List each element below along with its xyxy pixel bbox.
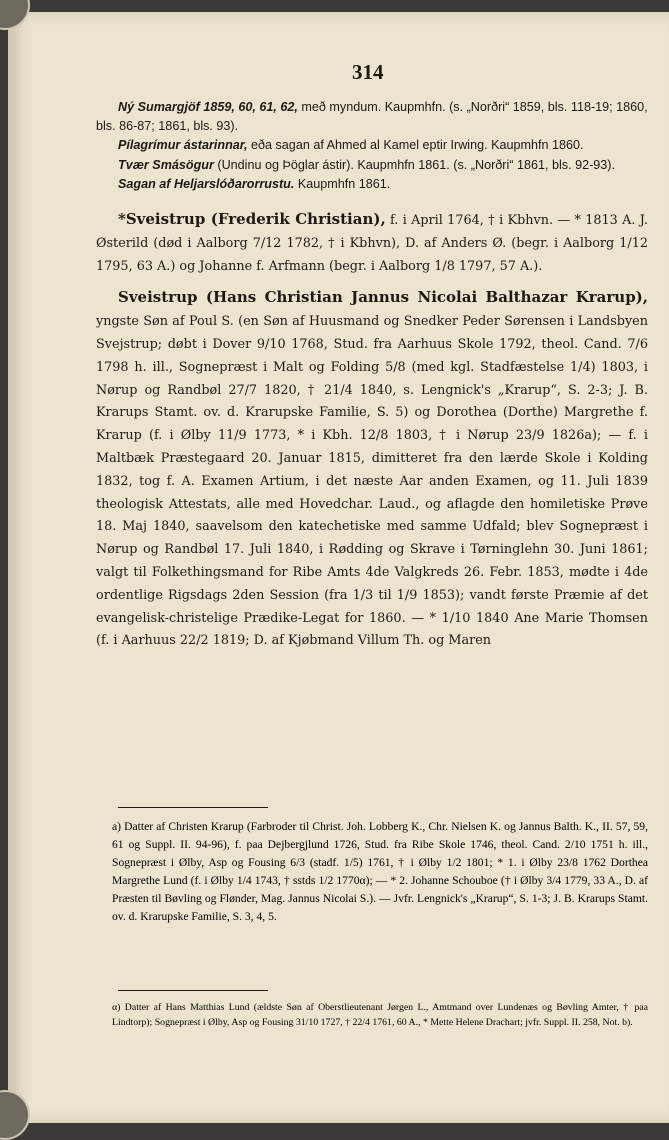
- footnote-alpha: α) Datter af Hans Matthias Lund (ældste Søn af Oberstlieutenant Jørgen L., Amtmand over Lundenæs og Bøvling Amter, † paa Lindtorp); Sognepræst i Ølby, Asp og Fousing 31/10 1727, † 22/4 1761, 60 A., * Mette Helene Drachart; jvfr. Suppl. II. 258, Not. b).: [112, 1002, 648, 1029]
- bib-item-4: Sagan af Heljarslóðarorrustu. Kaupmhfn 1861.: [118, 176, 391, 191]
- footnote-a: a) Datter af Christen Krarup (Farbroder til Christ. Joh. Lobberg K., Chr. Nielsen K. og Jannus Balth. K., II. 57, 59, 61 og Suppl. II. 94-96), f. paa Dejbergjlund 1726, Stud. fra Ribe Skole 1746, theol. Cand. 2/10 1751 h. ill., Sognepræst i Ølby, Asp og Fousing 6/3 (stadf. 1/5) 1761, † i Ølby 1/2 1801; * 1. i Ølby 23/8 1762 Dorthea Margrethe Lund (f. i Ølby 1/4 1743, † sstds 1/2 1770α); — * 2. Johanne Schouboe († i Ølby 3/4 1779, 33 A., D. af Præsten til Bøvling og Flønder, Mag. Jannus Nicolai S.). — Jvfr. Lengnick's „Krarup“, S. 1-3; J. B. Krarups Stamt. ov. d. Krarupske Familie, S. 3, 4, 5.: [112, 820, 648, 923]
- bib-item-1: Ný Sumargjöf 1859, 60, 61, 62, með myndum. Kaupmhfn. (s. „Norðri“ 1859, bls. 118-19; 1860, bls. 86-87; 1861, bls. 93).: [96, 100, 648, 134]
- page-content: [96, 48, 648, 653]
- entry-frederik-christian: *Sveistrup (Frederik Christian), f. i April 1764, † i Kbhvn. — * 1813 A. J. Østerild (død i Aalborg 7/12 1782, † i Kbhvn), D. af Anders Ø. (begr. i Aalborg 1/12 1795, 63 A.) og Johanne f. Arfmann (begr. i Aalborg 1/8 1797, 57 A.).: [96, 210, 648, 274]
- footnote-divider-2: [118, 990, 268, 991]
- bibliography-list: [96, 98, 648, 194]
- bib-item-3: Tvær Smásögur (Undinu og Þöglar ástir). Kaupmhfn 1861. (s. „Norðri“ 1861, bls. 92-93).: [118, 157, 615, 172]
- footnote-divider: [118, 807, 268, 808]
- bib-item-2: Pílagrímur ástarinnar, eða sagan af Ahmed al Kamel eptir Irwing. Kaupmhfn 1860.: [118, 138, 584, 153]
- entry-hans-christian: Sveistrup (Hans Christian Jannus Nicolai Balthazar Krarup), yngste Søn af Poul S. (en Søn af Huusmand og Snedker Peder Sørensen i Landsbyen Svejstrup; døbt i Dover 9/10 1768, Stud. fra Aarhuus Skole 1792, theol. Cand. 7/6 1798 h. ill., Sognepræst i Malt og Folding 5/8 (med kgl. Stadfæstelse 1/4) 1803, i Nørup og Randbøl 27/7 1820, † 21/4 1840, s. Lengnick's „Krarup“, S. 2-3; J. B. Krarups Stamt. ov. d. Krarupske Familie, S. 5) og Dorothea (Dorthe) Margrethe f. Krarup (f. i Ølby 11/9 1773, * i Kbh. 12/8 1803, † i Nørup 23/9 1826a); — f. i Maltbæk Præstegaard 20. Januar 1815, dimitteret fra den lærde Skole i Kolding 1832, tog f. A. Examen Artium, i det næste Aar anden Examen, og 11. Juli 1839 theologisk Attestats, alle med Hovedchar. Laud., og aflagde den homiletiske Prøve 18. Maj 1840, saavelsom den katechetiske med samme Udfald; blev Sognepræst i Nørup og Randbøl 17. Juli 1840, i Rødding og Skrave i Tørninglehn 30. Juni 1861; valgt til Folkethingsmand for Ribe Amts 4de Valgkreds 26. Febr. 1853, mødte i 4de ordentlige Rigsdags 2den Session (fra 1/3 til 1/9 1853); vandt første Præmie af det evangelisk-christelige Prædike-Legat for 1860. — * 1/10 1840 Ane Marie Thomsen (f. i Aarhuus 22/2 1819; D. af Kjøbmand Villum Th. og Maren: [96, 288, 648, 649]
- footnotes-2: [96, 1000, 648, 1030]
- page-number: 314: [352, 60, 384, 84]
- footnotes: [96, 818, 648, 926]
